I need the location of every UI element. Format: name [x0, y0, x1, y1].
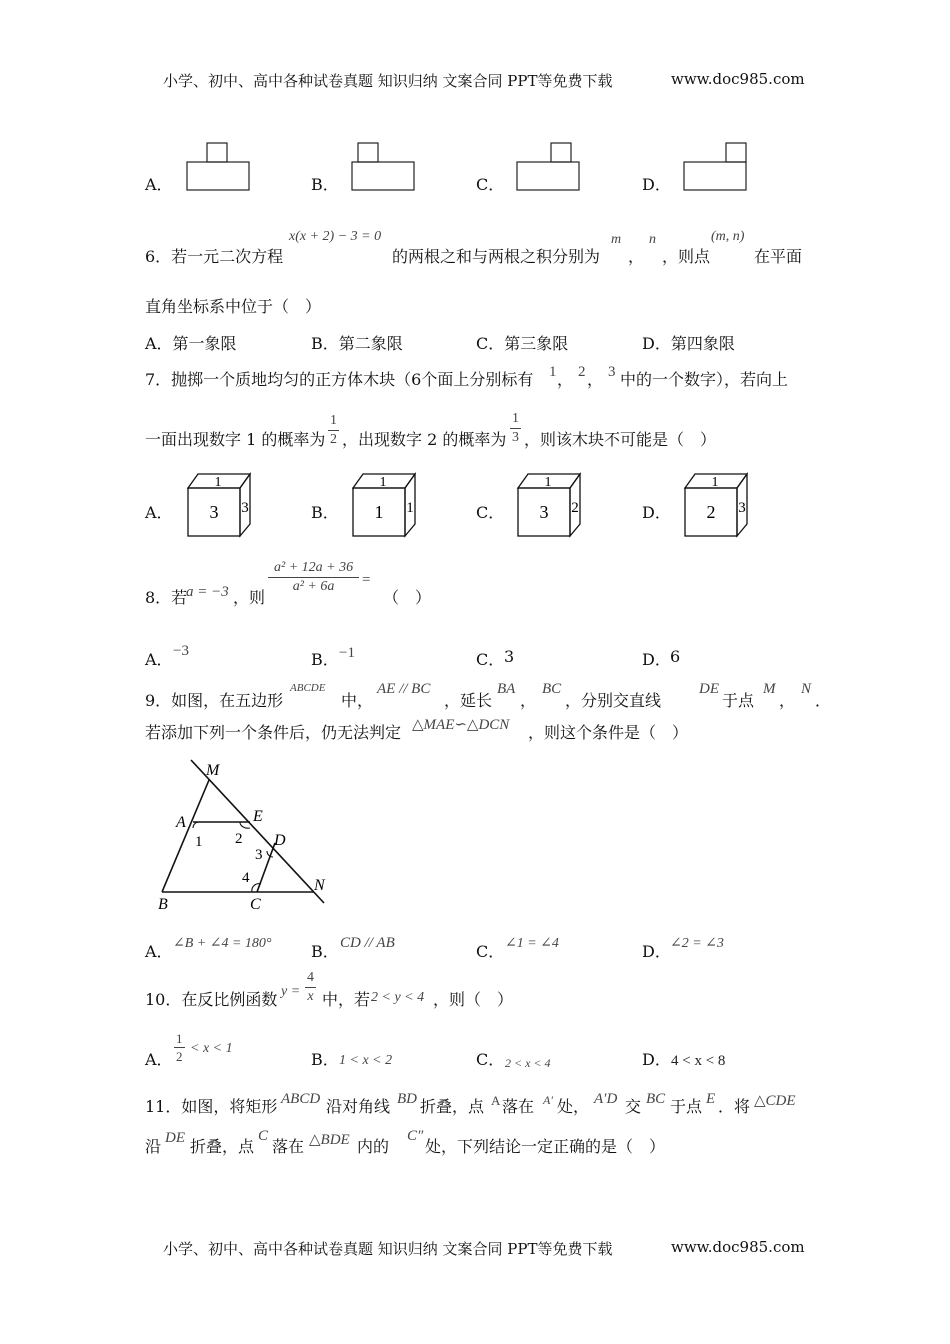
q7-cube-c-top: 1 [544, 475, 552, 490]
q8-equals: = [362, 572, 371, 588]
q8-condition: a = −3 [186, 584, 229, 600]
q8-option-a-value: −3 [173, 643, 189, 659]
q7-frac2-den: 3 [512, 430, 519, 445]
q11-t6: 于点 [670, 1097, 703, 1116]
q7-sep1: ， [557, 370, 574, 389]
q11-line2-b: 折叠，点 [190, 1137, 255, 1156]
q8-option-b-label: B． [311, 650, 339, 669]
q7-number-2: 2 [578, 364, 586, 380]
q6-suffix: 在平面 [754, 247, 803, 266]
q11-line2-d: 内的 [357, 1137, 390, 1156]
q9-fig-label-n: N [314, 877, 325, 894]
q11-de: DE [165, 1130, 185, 1146]
q7-line2-c: ，则该木块不可能是（ ） [524, 430, 717, 449]
q8-option-c-value: 3 [504, 647, 515, 666]
q7-fraction-third [510, 412, 521, 445]
q6-mid2: ，则点 [662, 247, 711, 266]
q8-prefix: 8．若 [145, 588, 188, 607]
q11-t7: ．将 [718, 1097, 751, 1116]
q6-option-b: B．第二象限 [311, 334, 403, 353]
q7-sep2: ， [587, 370, 604, 389]
q9-option-d-value: ∠2 = ∠3 [670, 936, 724, 951]
q9-m: M [763, 681, 776, 697]
q5-option-c-label: C． [476, 175, 505, 194]
q9-n: N [801, 681, 812, 697]
q8-option-b-value: −1 [339, 645, 355, 661]
q9-option-a-label: A． [145, 942, 173, 961]
q9-option-a-value: ∠B + ∠4 = 180° [173, 936, 272, 951]
q10-option-c-value: 2 < x < 4 [505, 1056, 551, 1070]
q9-parallel: AE // BC [377, 681, 431, 697]
page-header-left: 小学、初中、高中各种试卷真题 知识归纳 文案合同 PPT等免费下载 [163, 72, 613, 90]
q7-option-c-label: C． [476, 503, 505, 522]
q6-equation: x(x + 2) − 3 = 0 [289, 229, 382, 244]
q10-fn-num: 4 [305, 971, 316, 988]
q5-option-b-label: B． [311, 175, 339, 194]
q11-e: E [706, 1091, 716, 1107]
q6-comma: ， [628, 247, 645, 266]
q7-cube-d [681, 470, 751, 540]
q6-m: m [611, 232, 622, 247]
q7-option-d-label: D． [642, 503, 671, 522]
q7-cube-a [184, 470, 254, 540]
q11-line2-c: 落在 [272, 1137, 305, 1156]
q7-prefix: 7．抛掷一个质地均匀的正方体木块（6个面上分别标有 [145, 370, 534, 389]
q8-option-a-label: A． [145, 650, 173, 669]
q6-option-d: D．第四象限 [642, 334, 735, 353]
q10-function-y: y = [281, 984, 301, 999]
q9-fig-label-e: E [253, 808, 263, 825]
q7-cube-c-front: 3 [539, 502, 549, 522]
page-footer-right: www.doc985.com [671, 1238, 805, 1256]
q9-fig-label-d: D [274, 832, 286, 849]
q6-n: n [649, 232, 656, 247]
q11-t1: 沿对角线 [326, 1097, 391, 1116]
q6-option-a: A．第一象限 [145, 334, 237, 353]
q9-fig-label-b: B [158, 896, 168, 913]
q9-fig-label-c: C [250, 896, 261, 913]
page-footer-left: 小学、初中、高中各种试卷真题 知识归纳 文案合同 PPT等免费下载 [163, 1240, 613, 1258]
q11-bde: △BDE [309, 1132, 350, 1148]
q9-t1: 中， [341, 691, 374, 710]
q8-suffix: （ ） [383, 588, 432, 607]
q9-pentagon: ABCDE [290, 682, 326, 694]
q7-frac1-num: 1 [328, 414, 339, 431]
q8-option-c-label: C． [476, 650, 505, 669]
q9-fig-angle-1: 1 [195, 834, 203, 850]
q7-suffix: 中的一个数字），若向上 [620, 370, 789, 389]
q10-t1: 中，若 [322, 990, 371, 1009]
q9-t2: ，延长 [444, 691, 493, 710]
q11-c: C [258, 1128, 269, 1144]
q7-cube-d-top: 1 [711, 475, 719, 490]
q9-line2-b: ，则这个条件是（ ） [528, 723, 689, 742]
q7-option-a-label: A． [145, 503, 173, 522]
q9-fig-angle-4: 4 [242, 870, 250, 886]
q11-bc: BC [646, 1091, 666, 1107]
q7-cube-a-front: 3 [209, 502, 219, 522]
q7-cube-d-right: 3 [738, 500, 746, 516]
q9-figure [150, 755, 340, 915]
q9-de: DE [699, 681, 719, 697]
q9-fig-label-a: A [176, 814, 186, 831]
q10-option-c-label: C． [476, 1050, 505, 1069]
q10-option-a-num: 1 [176, 1031, 183, 1046]
q11-prefix: 11．如图，将矩形 [145, 1097, 278, 1116]
q7-cube-d-front: 2 [706, 502, 716, 522]
q10-option-a-rest: < x < 1 [190, 1041, 233, 1056]
q10-suffix: ，则（ ） [433, 990, 514, 1009]
q11-abcd: ABCD [281, 1091, 321, 1107]
q9-option-b-value: CD // AB [340, 935, 395, 951]
q7-frac2-num: 1 [510, 412, 521, 429]
q7-cube-c-right: 2 [571, 500, 579, 516]
q11-t5: 交 [625, 1097, 642, 1116]
q9-option-c-value: ∠1 = ∠4 [505, 936, 559, 951]
q11-cde: △CDE [754, 1093, 796, 1109]
q7-fraction-half [328, 414, 339, 447]
q9-option-c-label: C． [476, 942, 505, 961]
q8-denominator: a² + 6a [292, 579, 335, 594]
q5-option-c-shape [515, 140, 581, 192]
q7-line2-b: ，出现数字 2 的概率为 [342, 430, 507, 449]
q11-t2: 折叠，点 [420, 1097, 485, 1116]
q11-ad: A′D [594, 1091, 618, 1107]
q7-number-1: 1 [549, 364, 557, 380]
q5-option-a-shape [185, 140, 251, 192]
q6-point: (m, n) [711, 229, 745, 244]
q5-option-d-label: D． [642, 175, 671, 194]
q9-prefix: 9．如图，在五边形 [145, 691, 284, 710]
q10-option-d-label: D． [642, 1050, 671, 1069]
q11-line2-e: 处，下列结论一定正确的是（ ） [425, 1137, 666, 1156]
q9-t6: ， [779, 691, 796, 710]
q5-option-a-label: A． [145, 175, 173, 194]
q11-t3: 落在 [502, 1097, 535, 1116]
q10-option-b-label: B． [311, 1050, 339, 1069]
q8-mid: ，则 [233, 588, 266, 607]
q7-cube-b-top: 1 [379, 475, 387, 490]
q11-c-double-prime: C″ [407, 1128, 424, 1144]
q9-option-b-label: B． [311, 942, 339, 961]
q11-bd: BD [397, 1091, 417, 1107]
q10-fn-den: x [307, 989, 314, 1004]
q7-line2-a: 一面出现数字 1 的概率为 [145, 430, 326, 449]
q5-option-b-shape [350, 140, 416, 192]
q7-cube-a-top: 1 [214, 475, 222, 490]
q7-cube-b [349, 470, 419, 540]
q9-t5: 于点 [722, 691, 755, 710]
q9-option-d-label: D． [642, 942, 671, 961]
q6-mid: 的两根之和与两根之积分别为 [392, 247, 601, 266]
q7-number-3: 3 [608, 364, 616, 380]
q8-option-d-value: 6 [670, 647, 681, 666]
q7-option-b-label: B． [311, 503, 339, 522]
q8-option-d-label: D． [642, 650, 671, 669]
q9-t4: ，分别交直线 [565, 691, 662, 710]
q7-cube-c [514, 470, 584, 540]
q5-option-d-shape [682, 140, 748, 192]
q10-option-a-den: 2 [176, 1049, 183, 1064]
q6-line2: 直角坐标系中位于（ ） [145, 297, 322, 316]
q9-fig-angle-3: 3 [255, 847, 263, 863]
page-header-right: www.doc985.com [671, 70, 805, 88]
q10-prefix: 10．在反比例函数 [145, 990, 278, 1009]
q7-cube-b-front: 1 [374, 502, 384, 522]
q11-line2-a: 沿 [145, 1137, 162, 1156]
q9-t7: ． [815, 691, 832, 710]
q9-fig-label-m: M [206, 762, 220, 779]
q11-t4: 处， [557, 1097, 590, 1116]
q9-bc: BC [542, 681, 562, 697]
q11-a-prime: A′ [543, 1093, 553, 1107]
q10-condition: 2 < y < 4 [371, 990, 425, 1005]
q10-option-a-label: A． [145, 1050, 173, 1069]
q7-cube-a-right: 3 [241, 500, 249, 516]
q9-t3: ， [520, 691, 537, 710]
q8-fraction [268, 561, 359, 594]
q9-line2-a: 若添加下列一个条件后，仍无法判定 [145, 723, 402, 742]
q9-similar: △MAE∽△DCN [412, 717, 510, 733]
q10-function-fraction [305, 971, 316, 1004]
q6-prefix: 6．若一元二次方程 [145, 247, 284, 266]
q8-numerator: a² + 12a + 36 [268, 561, 359, 578]
q9-fig-angle-2: 2 [235, 831, 243, 847]
q9-ba: BA [497, 681, 516, 697]
q7-frac1-den: 2 [330, 432, 337, 447]
q11-a: A [491, 1093, 501, 1108]
q6-option-c: C．第三象限 [476, 334, 569, 353]
q10-option-a-fraction [174, 1032, 185, 1063]
q10-option-d-value: 4 < x < 8 [671, 1053, 726, 1069]
q10-option-b-value: 1 < x < 2 [339, 1053, 393, 1068]
q7-cube-b-right: 1 [406, 500, 414, 516]
